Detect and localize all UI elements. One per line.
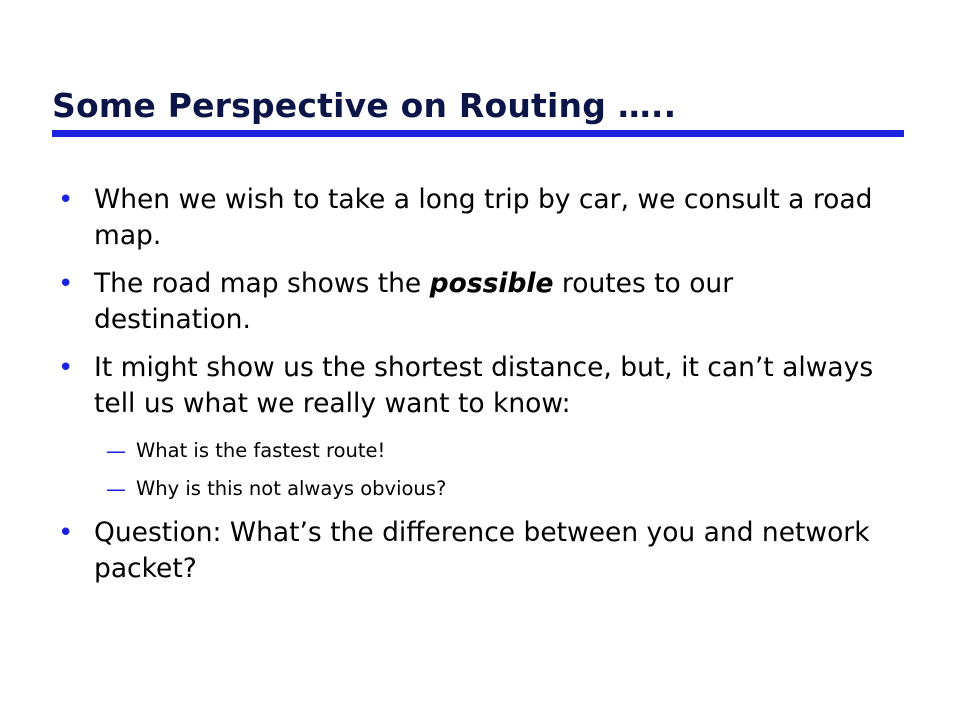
bullet-item-shortest-distance bbox=[58, 350, 884, 422]
sub-bullet-marker: — bbox=[106, 477, 126, 501]
bullet-item-possible-routes bbox=[58, 266, 884, 338]
sub-bullet-fastest-route bbox=[106, 438, 876, 464]
bullet-text: It might show us the shortest distance, but, it can’t always tell us what we really want to know: bbox=[94, 352, 874, 419]
bullet-item-question bbox=[58, 515, 884, 587]
bullet-marker: • bbox=[58, 518, 74, 548]
bullet-text-pre: The road map shows the bbox=[94, 268, 430, 299]
bullet-item-road-map bbox=[58, 182, 884, 254]
bullet-text-post: routes to our destination. bbox=[94, 268, 734, 335]
sub-bullet-text: What is the fastest route! bbox=[136, 439, 386, 462]
sub-bullet-text: Why is this not always obvious? bbox=[136, 477, 447, 500]
bullet-text: When we wish to take a long trip by car, we consult a road map. bbox=[94, 184, 873, 251]
sub-bullet-not-obvious bbox=[106, 476, 876, 502]
slide-title: Some Perspective on Routing ….. bbox=[52, 86, 677, 125]
sub-bullet-marker: — bbox=[106, 439, 126, 463]
title-underline bbox=[52, 130, 904, 137]
bullet-text: Question: What’s the difference between you and network packet? bbox=[94, 517, 870, 584]
bullet-marker: • bbox=[58, 185, 74, 215]
bullet-marker: • bbox=[58, 269, 74, 299]
bullet-text-emphasis: possible bbox=[429, 268, 554, 299]
bullet-marker: • bbox=[58, 353, 74, 383]
